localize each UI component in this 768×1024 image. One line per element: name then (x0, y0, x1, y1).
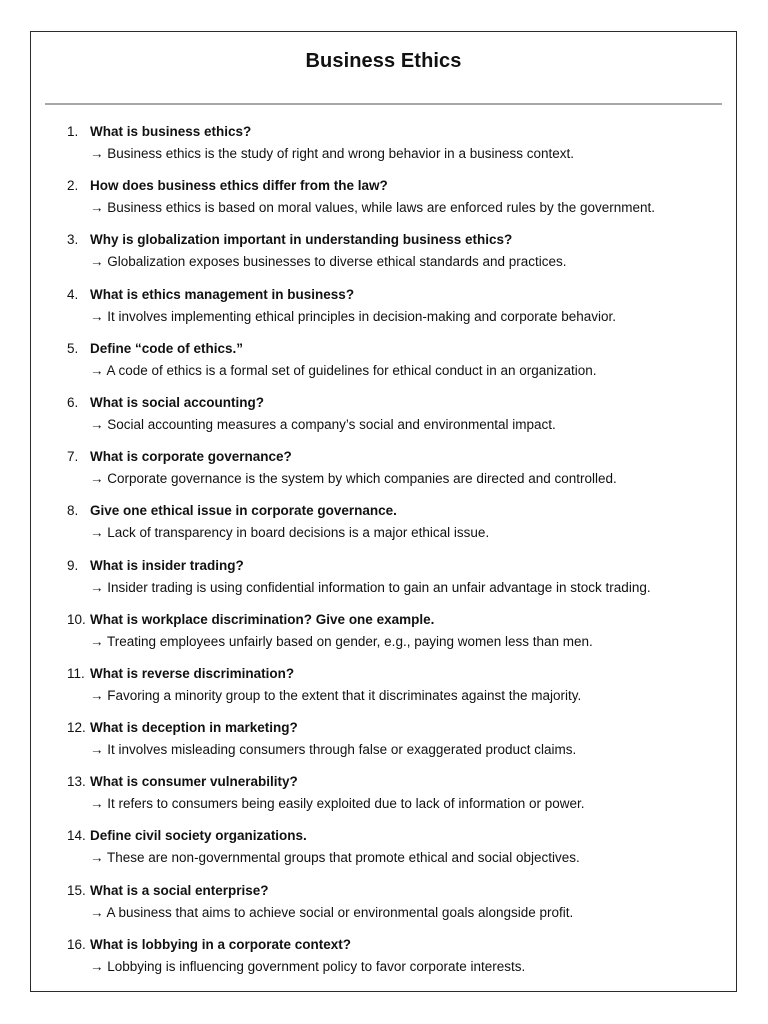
qa-item (31, 933, 736, 987)
document-page (30, 31, 737, 992)
qa-item (31, 662, 736, 716)
question-text: What is reverse discrimination? (90, 665, 295, 681)
question-text: What is business ethics? (90, 124, 252, 139)
question-text: What is consumer vulnerability? (90, 774, 298, 790)
item-number: 7. (67, 449, 79, 465)
item-number: 2. (67, 178, 79, 194)
qa-item (31, 283, 736, 337)
question-text: What is ethics management in business? (90, 286, 355, 302)
answer-text: → Lack of transparency in board decisions is a major ethical issue. (90, 525, 490, 541)
answer-text: → It refers to consumers being easily exploited due to lack of information or power. (90, 796, 585, 812)
question-text: What is lobbying in a corporate context? (90, 936, 352, 952)
item-number: 5. (67, 340, 79, 356)
item-number: 10. (67, 611, 86, 627)
answer-text: → Treating employees unfairly based on gender, e.g., paying women less than men. (90, 633, 593, 649)
question-text: Define “code of ethics.” (90, 340, 244, 356)
item-number: 3. (67, 232, 79, 248)
question-text: Give one ethical issue in corporate governance. (90, 503, 397, 519)
question-text: What is social accounting? (90, 394, 265, 410)
item-number: 13. (67, 774, 86, 790)
answer-text: → Globalization exposes businesses to diverse ethical standards and practices. (90, 254, 567, 270)
answer-text: → Business ethics is the study of right and wrong behavior in a business context. (90, 146, 575, 161)
question-text: How does business ethics differ from the law? (90, 178, 388, 194)
item-number: 15. (67, 882, 86, 898)
item-number: 6. (67, 394, 79, 410)
item-number: 1. (67, 124, 79, 139)
item-number: 4. (67, 286, 79, 302)
qa-item (31, 499, 736, 553)
item-number: 8. (67, 503, 79, 519)
qa-item (31, 608, 736, 662)
qa-item (31, 770, 736, 824)
qa-list (31, 120, 736, 987)
question-text: Why is globalization important in understanding business ethics? (90, 232, 513, 248)
answer-text: → Lobbying is influencing government policy to favor corporate interests. (90, 958, 526, 974)
item-number: 11. (67, 665, 85, 681)
question-text: What is insider trading? (90, 557, 244, 573)
answer-text: → A code of ethics is a formal set of guidelines for ethical conduct in an organization. (90, 362, 597, 378)
title-divider (45, 103, 722, 105)
qa-item (31, 879, 736, 933)
answer-text: → It involves misleading consumers through false or exaggerated product claims. (90, 742, 577, 758)
answer-text: → It involves implementing ethical principles in decision-making and corporate behavior. (90, 308, 617, 324)
question-text: Define civil society organizations. (90, 828, 307, 844)
qa-item (31, 228, 736, 282)
qa-item (31, 337, 736, 391)
qa-item (31, 445, 736, 499)
answer-text: → A business that aims to achieve social or environmental goals alongside profit. (90, 904, 574, 920)
answer-text: → Corporate governance is the system by which companies are directed and controlled. (90, 471, 617, 487)
item-number: 16. (67, 936, 86, 952)
answer-text: → Social accounting measures a company’s social and environmental impact. (90, 416, 556, 432)
question-text: What is corporate governance? (90, 449, 292, 465)
qa-item (31, 824, 736, 878)
qa-item (31, 174, 736, 228)
question-text: What is a social enterprise? (90, 882, 269, 898)
qa-item (31, 391, 736, 445)
answer-text: → Insider trading is using confidential information to gain an unfair advantage in stock trading. (90, 579, 651, 595)
answer-text: → Business ethics is based on moral values, while laws are enforced rules by the government. (90, 200, 656, 216)
document-title: Business Ethics (305, 50, 462, 72)
question-text: What is deception in marketing? (90, 720, 298, 736)
qa-item (31, 120, 736, 174)
qa-item (31, 716, 736, 770)
answer-text: → Favoring a minority group to the extent that it discriminates against the majority. (90, 687, 582, 703)
question-text: What is workplace discrimination? Give one example. (90, 611, 435, 627)
item-number: 9. (67, 557, 79, 573)
answer-text: → These are non-governmental groups that promote ethical and social objectives. (90, 850, 580, 866)
item-number: 14. (67, 828, 86, 844)
qa-item (31, 554, 736, 608)
item-number: 12. (67, 720, 86, 736)
